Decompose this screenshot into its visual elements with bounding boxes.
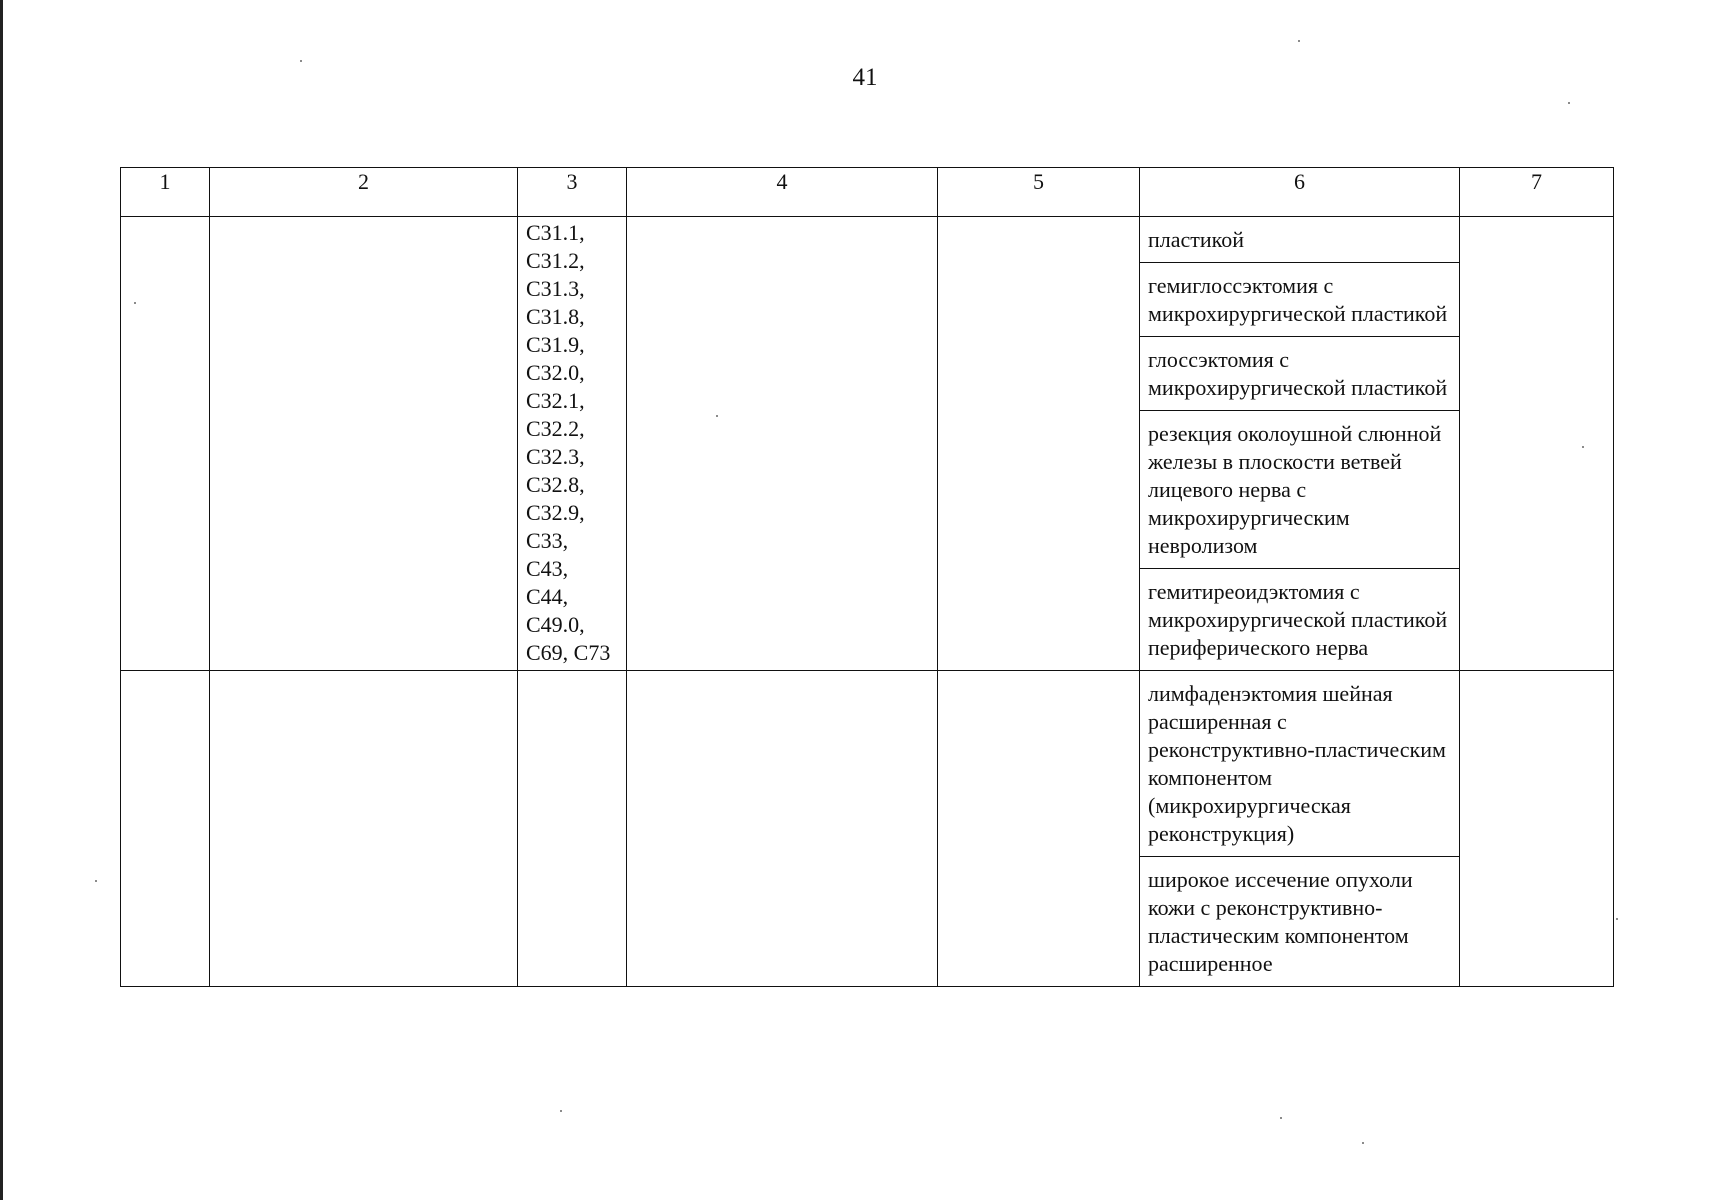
diagnosis-code: С43, (526, 556, 569, 581)
scan-speckle (1298, 40, 1300, 42)
diagnosis-code: С31.1, (526, 220, 585, 245)
scan-left-edge (0, 0, 3, 1200)
scan-speckle (1616, 918, 1618, 920)
treatment-method: гемиглоссэктомия с микрохирургической пластикой (1140, 263, 1459, 337)
cell-col2 (210, 217, 518, 671)
treatment-method: широкое иссечение опухоли кожи с реконструктивно-пластическим компонентом расширенное (1148, 867, 1413, 976)
cell-col7 (1460, 217, 1614, 671)
treatment-method: гемитиреоидэктомия с микрохирургической пластикой периферического нерва (1148, 579, 1448, 660)
diagnosis-code: С32.1, (526, 388, 585, 413)
cell-col5 (938, 671, 1140, 987)
diagnosis-code: С32.0, (526, 360, 585, 385)
diagnosis-code: С49.0, (526, 612, 585, 637)
header-row (121, 168, 1614, 217)
cell-col2 (210, 671, 518, 987)
procedures-table (120, 167, 1614, 987)
treatment-methods-cell (1140, 217, 1460, 671)
table-row (121, 671, 1614, 987)
treatment-method: пластикой (1140, 217, 1459, 263)
header-cell-2: 2 (210, 168, 518, 217)
diagnosis-code: С32.8, (526, 472, 585, 497)
treatment-method: глоссэктомия с микрохирургической пластикой (1140, 337, 1459, 411)
diagnosis-code: С69, С73 (526, 640, 611, 665)
cell-col1 (121, 217, 210, 671)
header-cell-7: 7 (1460, 168, 1614, 217)
treatment-methods-cell (1140, 671, 1460, 987)
diagnosis-code: С32.3, (526, 444, 585, 469)
diagnosis-code: С31.8, (526, 304, 585, 329)
diagnosis-code: С31.3, (526, 276, 585, 301)
header-cell-3: 3 (518, 168, 627, 217)
header-cell-5: 5 (938, 168, 1140, 217)
cell-col1 (121, 671, 210, 987)
page-number: 41 (852, 64, 878, 91)
header-cell-1: 1 (121, 168, 210, 217)
treatment-method: лимфаденэктомия шейная расширенная с реконструктивно-пластическим компонентом (микрохирургическая реконструкция) (1140, 671, 1459, 857)
cell-col3 (518, 671, 627, 987)
scan-speckle (1362, 1142, 1364, 1144)
scan-speckle (716, 415, 718, 417)
treatment-method: резекция околоушной слюнной железы в плоскости ветвей лицевого нерва с микрохирургическим невролизом (1140, 411, 1459, 569)
cell-col7 (1460, 671, 1614, 987)
scan-speckle (95, 880, 97, 882)
header-cell-6: 6 (1140, 168, 1460, 217)
table-row (121, 217, 1614, 671)
scan-speckle (134, 302, 136, 304)
scan-speckle (1582, 446, 1584, 448)
cell-col4 (627, 217, 938, 671)
diagnosis-code: С32.9, (526, 500, 585, 525)
header-cell-4: 4 (627, 168, 938, 217)
diagnosis-code: С32.2, (526, 416, 585, 441)
scan-speckle (1280, 1117, 1282, 1119)
diagnosis-code: С31.9, (526, 332, 585, 357)
diagnosis-codes-cell (518, 217, 627, 671)
diagnosis-code: С44, (526, 584, 569, 609)
cell-col5 (938, 217, 1140, 671)
scan-speckle (1568, 102, 1570, 104)
cell-col4 (627, 671, 938, 987)
scan-speckle (300, 60, 302, 62)
diagnosis-code: С31.2, (526, 248, 585, 273)
scan-speckle (560, 1110, 562, 1112)
diagnosis-code: С33, (526, 528, 569, 553)
